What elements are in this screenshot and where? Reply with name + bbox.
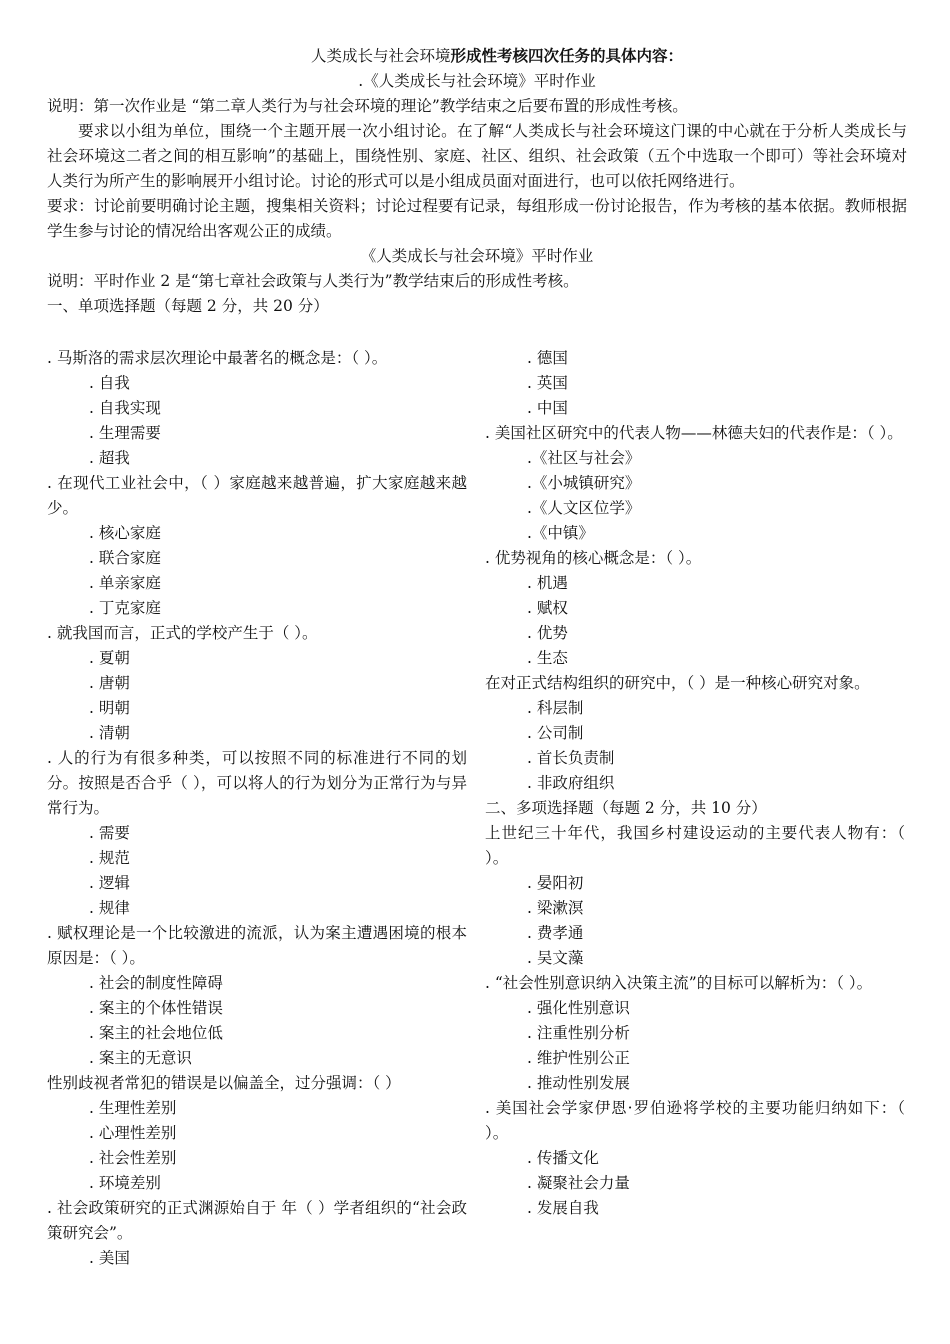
answer-option: . 推动性别发展 bbox=[527, 1074, 630, 1092]
answer-option: . 规范 bbox=[89, 849, 130, 867]
left-column bbox=[47, 346, 467, 1271]
answer-option: . 超我 bbox=[89, 449, 130, 467]
answer-option: . 生态 bbox=[527, 649, 568, 667]
answer-option: . 联合家庭 bbox=[89, 549, 161, 567]
answer-option: . 明朝 bbox=[89, 699, 130, 717]
document-header bbox=[47, 44, 907, 319]
answer-option: . 环境差别 bbox=[89, 1174, 161, 1192]
question-text: . 就我国而言，正式的学校产生于（ ）。 bbox=[47, 624, 318, 642]
document-title bbox=[87, 44, 907, 69]
answer-option: . 唐朝 bbox=[89, 674, 130, 692]
question-text: 二、多项选择题（每题 2 分，共 10 分） bbox=[485, 799, 767, 817]
title-bold: 形成性考核四次任务的具体内容： bbox=[450, 47, 684, 65]
answer-option: . 单亲家庭 bbox=[89, 574, 161, 592]
answer-option: . 赋权 bbox=[527, 599, 568, 617]
answer-option: . 维护性别公正 bbox=[527, 1049, 630, 1067]
title-normal: 人类成长与社会环境 bbox=[310, 47, 451, 65]
question-text: . 社会政策研究的正式渊源始自于 年（ ）学者组织的“社会政策研究会”。 bbox=[47, 1199, 467, 1242]
answer-option: . 生理需要 bbox=[89, 424, 161, 442]
answer-option: . 核心家庭 bbox=[89, 524, 161, 542]
question-text: . 人的行为有很多种类，可以按照不同的标准进行不同的划分。按照是否合乎（ ），可以将人的行为划分为正常行为与异常行为。 bbox=[47, 749, 467, 817]
answer-option: . 心理性差别 bbox=[89, 1124, 177, 1142]
answer-option: . 生理性差别 bbox=[89, 1099, 177, 1117]
section1-body: 要求以小组为单位，围绕一个主题开展一次小组讨论。在了解“人类成长与社会环境这门课的中心就在于分析人类成长与社会环境这二者之间的相互影响”的基础上，围绕性别、家庭、社区、组织、社会政策（五个中选取一个即可）等社会环境对人类行为所产生的影响展开小组讨论。讨论的形式可以是小组成员面对面进行，也可以依托网络进行。 bbox=[47, 122, 907, 190]
section2-description: 说明：平时作业 2 是“第七章社会政策与人类行为”教学结束后的形成性考核。 bbox=[47, 272, 579, 290]
question-text: . 美国社区研究中的代表人物——林德夫妇的代表作是：（ ）。 bbox=[485, 424, 903, 442]
answer-option: . 科层制 bbox=[527, 699, 584, 717]
question-text: . 马斯洛的需求层次理论中最著名的概念是：（ ）。 bbox=[47, 349, 388, 367]
section1-requirements: 要求：讨论前要明确讨论主题，搜集相关资料；讨论过程要有记录，每组形成一份讨论报告，作为考核的基本依据。教师根据学生参与讨论的情况给出客观公正的成绩。 bbox=[47, 197, 907, 240]
question-text: . 美国社会学家伊恩·罗伯逊将学校的主要功能归纳如下：（ ）。 bbox=[485, 1099, 905, 1142]
answer-option: . 梁漱溟 bbox=[527, 899, 584, 917]
section2-title: 《人类成长与社会环境》平时作业 bbox=[360, 247, 594, 265]
answer-option: . 自我 bbox=[89, 374, 130, 392]
right-column bbox=[485, 346, 905, 1221]
answer-option: . 丁克家庭 bbox=[89, 599, 161, 617]
answer-option: . 发展自我 bbox=[527, 1199, 599, 1217]
answer-option: . 晏阳初 bbox=[527, 874, 584, 892]
part1-heading: 一、单项选择题（每题 2 分，共 20 分） bbox=[47, 297, 329, 315]
answer-option: . 夏朝 bbox=[89, 649, 130, 667]
answer-option: . 吴文藻 bbox=[527, 949, 584, 967]
answer-option: . 需要 bbox=[89, 824, 130, 842]
answer-option: .《社区与社会》 bbox=[527, 449, 641, 467]
question-text: . “社会性别意识纳入决策主流”的目标可以解析为：（ ）。 bbox=[485, 974, 873, 992]
answer-option: . 凝聚社会力量 bbox=[527, 1174, 630, 1192]
answer-option: . 非政府组织 bbox=[527, 774, 615, 792]
answer-option: . 传播文化 bbox=[527, 1149, 599, 1167]
section1-title: .《人类成长与社会环境》平时作业 bbox=[358, 72, 596, 90]
answer-option: . 费孝通 bbox=[527, 924, 584, 942]
answer-option: .《人文区位学》 bbox=[527, 499, 641, 517]
answer-option: . 机遇 bbox=[527, 574, 568, 592]
question-text: . 在现代工业社会中，（ ）家庭越来越普遍，扩大家庭越来越少。 bbox=[47, 474, 467, 517]
answer-option: . 美国 bbox=[89, 1249, 130, 1267]
answer-option: . 公司制 bbox=[527, 724, 584, 742]
answer-option: . 中国 bbox=[527, 399, 568, 417]
answer-option: . 案主的社会地位低 bbox=[89, 1024, 223, 1042]
answer-option: .《小城镇研究》 bbox=[527, 474, 641, 492]
answer-option: . 社会性差别 bbox=[89, 1149, 177, 1167]
answer-option: . 注重性别分析 bbox=[527, 1024, 630, 1042]
answer-option: . 强化性别意识 bbox=[527, 999, 630, 1017]
question-text: . 赋权理论是一个比较激进的流派，认为案主遭遇困境的根本原因是：（ ）。 bbox=[47, 924, 467, 967]
section1-description: 说明：第一次作业是 “第二章人类行为与社会环境的理论”教学结束之后要布置的形成性考核。 bbox=[47, 97, 688, 115]
answer-option: . 逻辑 bbox=[89, 874, 130, 892]
answer-option: . 英国 bbox=[527, 374, 568, 392]
answer-option: . 规律 bbox=[89, 899, 130, 917]
question-text: . 优势视角的核心概念是：（ ）。 bbox=[485, 549, 702, 567]
question-text: 上世纪三十年代，我国乡村建设运动的主要代表人物有：（ ）。 bbox=[485, 824, 905, 867]
question-columns bbox=[47, 346, 907, 1306]
answer-option: . 案主的个体性错误 bbox=[89, 999, 223, 1017]
answer-option: . 案主的无意识 bbox=[89, 1049, 192, 1067]
answer-option: . 自我实现 bbox=[89, 399, 161, 417]
question-text: 性别歧视者常犯的错误是以偏盖全，过分强调：（ ） bbox=[47, 1074, 401, 1092]
answer-option: . 优势 bbox=[527, 624, 568, 642]
question-text: 在对正式结构组织的研究中，（ ）是一种核心研究对象。 bbox=[485, 674, 870, 692]
answer-option: . 清朝 bbox=[89, 724, 130, 742]
answer-option: . 社会的制度性障碍 bbox=[89, 974, 223, 992]
answer-option: .《中镇》 bbox=[527, 524, 594, 542]
answer-option: . 德国 bbox=[527, 349, 568, 367]
answer-option: . 首长负责制 bbox=[527, 749, 615, 767]
